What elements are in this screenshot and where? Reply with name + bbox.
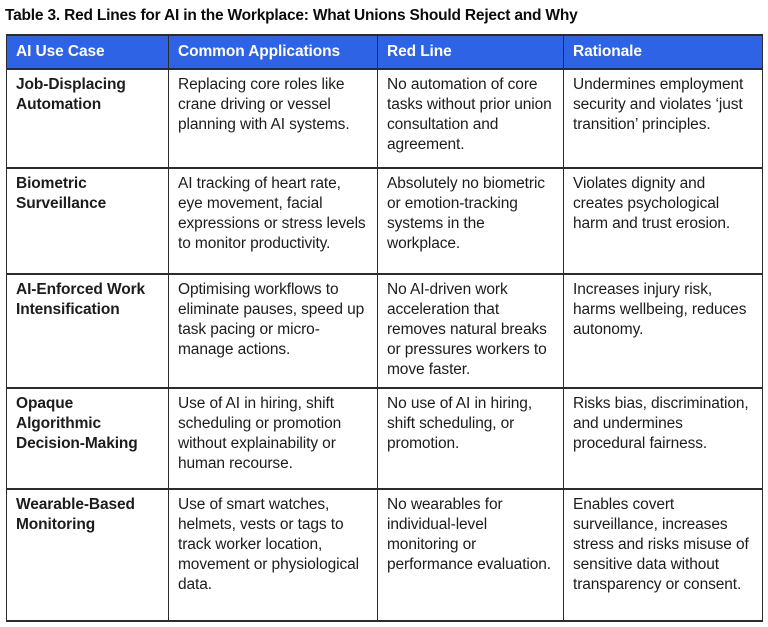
cell-applications: AI tracking of heart rate, eye movement, facial expressions or stress levels to monitor productivity. <box>169 168 378 274</box>
table-row <box>7 274 763 388</box>
cell-applications: Optimising workflows to eliminate pauses, speed up task pacing or micro-manage actions. <box>169 274 378 388</box>
cell-applications: Replacing core roles like crane driving or vessel planning with AI systems. <box>169 69 378 168</box>
table-row <box>7 489 763 621</box>
cell-red-line: Absolutely no biometric or emotion-tracking systems in the workplace. <box>378 168 564 274</box>
column-header-ai-use-case: AI Use Case <box>7 35 169 69</box>
cell-use-case: Biometric Surveillance <box>7 168 169 274</box>
cell-rationale: Undermines employment security and violates ‘just transition’ principles. <box>564 69 763 168</box>
cell-use-case: Job-Displacing Automation <box>7 69 169 168</box>
cell-red-line: No automation of core tasks without prior union consultation and agreement. <box>378 69 564 168</box>
cell-red-line: No use of AI in hiring, shift scheduling, or promotion. <box>378 388 564 489</box>
cell-red-line: No AI-driven work acceleration that removes natural breaks or pressures workers to move faster. <box>378 274 564 388</box>
cell-use-case: AI-Enforced Work Intensification <box>7 274 169 388</box>
cell-red-line: No wearables for individual-level monitoring or performance evaluation. <box>378 489 564 621</box>
red-lines-table <box>6 34 763 622</box>
table-row <box>7 388 763 489</box>
cell-rationale: Risks bias, discrimination, and undermines procedural fairness. <box>564 388 763 489</box>
cell-rationale: Increases injury risk, harms wellbeing, reduces autonomy. <box>564 274 763 388</box>
column-header-common-applications: Common Applications <box>169 35 378 69</box>
header-row <box>7 35 763 69</box>
cell-use-case: Wearable-Based Monitoring <box>7 489 169 621</box>
cell-applications: Use of AI in hiring, shift scheduling or promotion without explainability or human recourse. <box>169 388 378 489</box>
table-row <box>7 168 763 274</box>
table-row <box>7 69 763 168</box>
column-header-rationale: Rationale <box>564 35 763 69</box>
cell-rationale: Enables covert surveillance, increases stress and risks misuse of sensitive data without transparency or consent. <box>564 489 763 621</box>
column-header-red-line: Red Line <box>378 35 564 69</box>
cell-rationale: Violates dignity and creates psychological harm and trust erosion. <box>564 168 763 274</box>
cell-applications: Use of smart watches, helmets, vests or tags to track worker location, movement or physiological data. <box>169 489 378 621</box>
cell-use-case: Opaque Algorithmic Decision-Making <box>7 388 169 489</box>
table-caption: Table 3. Red Lines for AI in the Workplace: What Unions Should Reject and Why <box>5 7 578 24</box>
